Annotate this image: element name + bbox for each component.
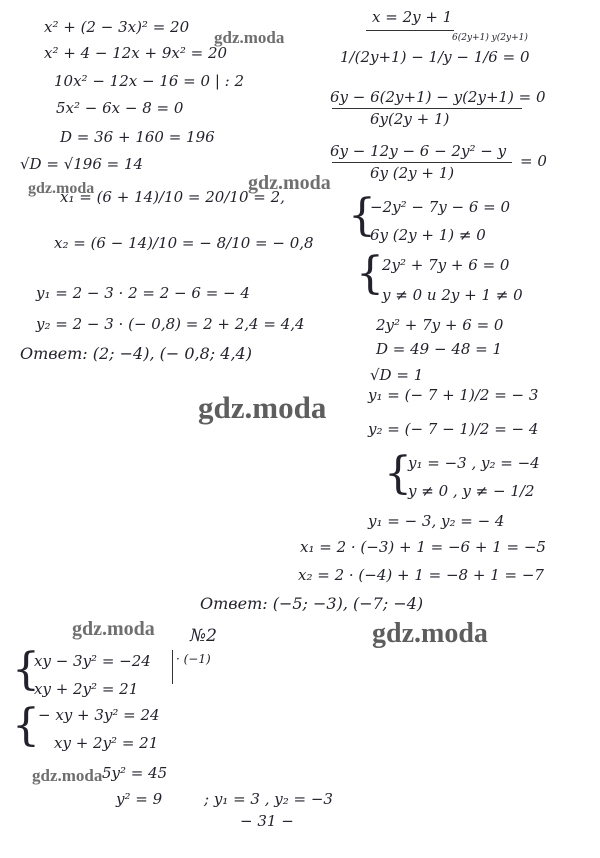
equation-line: 6y − 12y − 6 − 2y² − y bbox=[330, 142, 507, 160]
equation-line: ; y₁ = 3 , y₂ = −3 bbox=[204, 790, 333, 808]
system-line: − xy + 3y² = 24 bbox=[38, 706, 160, 724]
system-brace: { bbox=[356, 248, 384, 299]
multiplier-bar bbox=[172, 650, 173, 684]
equation-line: x₂ = 2 · (−4) + 1 = −8 + 1 = −7 bbox=[298, 566, 544, 584]
equation-line: D = 36 + 160 = 196 bbox=[60, 128, 215, 146]
system-line: xy − 3y² = −24 bbox=[34, 652, 151, 670]
page-number: − 31 − bbox=[240, 812, 294, 830]
answer-line: Ответ: (−5; −3), (−7; −4) bbox=[200, 594, 424, 613]
equation-line: 10x² − 12x − 16 = 0 | : 2 bbox=[54, 72, 245, 90]
equation-line: y₂ = 2 − 3 · (− 0,8) = 2 + 2,4 = 4,4 bbox=[36, 315, 305, 333]
system-line: 6y (2y + 1) ≠ 0 bbox=[370, 226, 486, 244]
equation-line: y₁ = 2 − 3 · 2 = 2 − 6 = − 4 bbox=[36, 284, 250, 302]
equation-line: y² = 9 bbox=[116, 790, 163, 808]
equation-line: 6y (2y + 1) bbox=[370, 164, 455, 182]
system-line: y ≠ 0 , y ≠ − 1/2 bbox=[408, 482, 535, 500]
system-brace: { bbox=[384, 448, 412, 499]
watermark-top: gdz.moda bbox=[214, 28, 285, 47]
equation-line: y₁ = (− 7 + 1)/2 = − 3 bbox=[368, 386, 539, 404]
equation-line: 6y − 6(2y+1) − y(2y+1) = 0 bbox=[330, 88, 546, 106]
watermark-bottom-right: gdz.moda bbox=[372, 618, 488, 649]
underline bbox=[366, 30, 454, 31]
equation-line: x₂ = (6 − 14)/10 = − 8/10 = − 0,8 bbox=[54, 234, 314, 252]
equation-line: x = 2y + 1 bbox=[372, 8, 453, 26]
equation-line: √D = √196 = 14 bbox=[20, 155, 144, 173]
system-brace: { bbox=[348, 190, 376, 241]
system-line: xy + 2y² = 21 bbox=[34, 680, 139, 698]
watermark-left-small: gdz.moda bbox=[28, 180, 95, 197]
equation-line: y₁ = − 3, y₂ = − 4 bbox=[368, 512, 505, 530]
system-line: −2y² − 7y − 6 = 0 bbox=[370, 198, 511, 216]
watermark-bottom-left-small: gdz.moda bbox=[32, 766, 103, 785]
fraction-bar bbox=[332, 108, 522, 109]
watermark-bottom-left: gdz.moda bbox=[72, 618, 155, 640]
equation-line: = 0 bbox=[520, 152, 547, 170]
equation-line: 1/(2y+1) − 1/y − 1/6 = 0 bbox=[340, 48, 530, 66]
system-brace: { bbox=[12, 700, 40, 751]
fraction-bar bbox=[332, 162, 512, 163]
watermark-center-upper: gdz.moda bbox=[248, 172, 331, 194]
watermark-center-large: gdz.moda bbox=[198, 390, 327, 425]
equation-line: 2y² + 7y + 6 = 0 bbox=[376, 316, 504, 334]
equation-line: √D = 1 bbox=[370, 366, 424, 384]
equation-line: 5y² = 45 bbox=[102, 764, 168, 782]
multiplier-note: · (−1) bbox=[176, 652, 211, 666]
equation-line: 5x² − 6x − 8 = 0 bbox=[56, 99, 184, 117]
equation-line: D = 49 − 48 = 1 bbox=[376, 340, 503, 358]
system-line: y₁ = −3 , y₂ = −4 bbox=[408, 454, 540, 472]
system-line: y ≠ 0 и 2y + 1 ≠ 0 bbox=[382, 286, 523, 304]
equation-line: 6y(2y + 1) bbox=[370, 110, 450, 128]
system-brace: { bbox=[12, 644, 40, 695]
equation-line: y₂ = (− 7 − 1)/2 = − 4 bbox=[368, 420, 539, 438]
task-number: №2 bbox=[190, 626, 217, 646]
equation-line: x₁ = 2 · (−3) + 1 = −6 + 1 = −5 bbox=[300, 538, 546, 556]
common-factor-note: 6(2y+1) y(2y+1) bbox=[452, 33, 528, 43]
answer-line: Ответ: (2; −4), (− 0,8; 4,4) bbox=[20, 344, 252, 363]
equation-line: x² + (2 − 3x)² = 20 bbox=[44, 18, 190, 36]
system-line: 2y² + 7y + 6 = 0 bbox=[382, 256, 510, 274]
system-line: xy + 2y² = 21 bbox=[54, 734, 159, 752]
equation-line: x₁ = (6 + 14)/10 = 20/10 = 2, bbox=[60, 188, 285, 206]
equation-line: x² + 4 − 12x + 9x² = 20 bbox=[44, 44, 228, 62]
